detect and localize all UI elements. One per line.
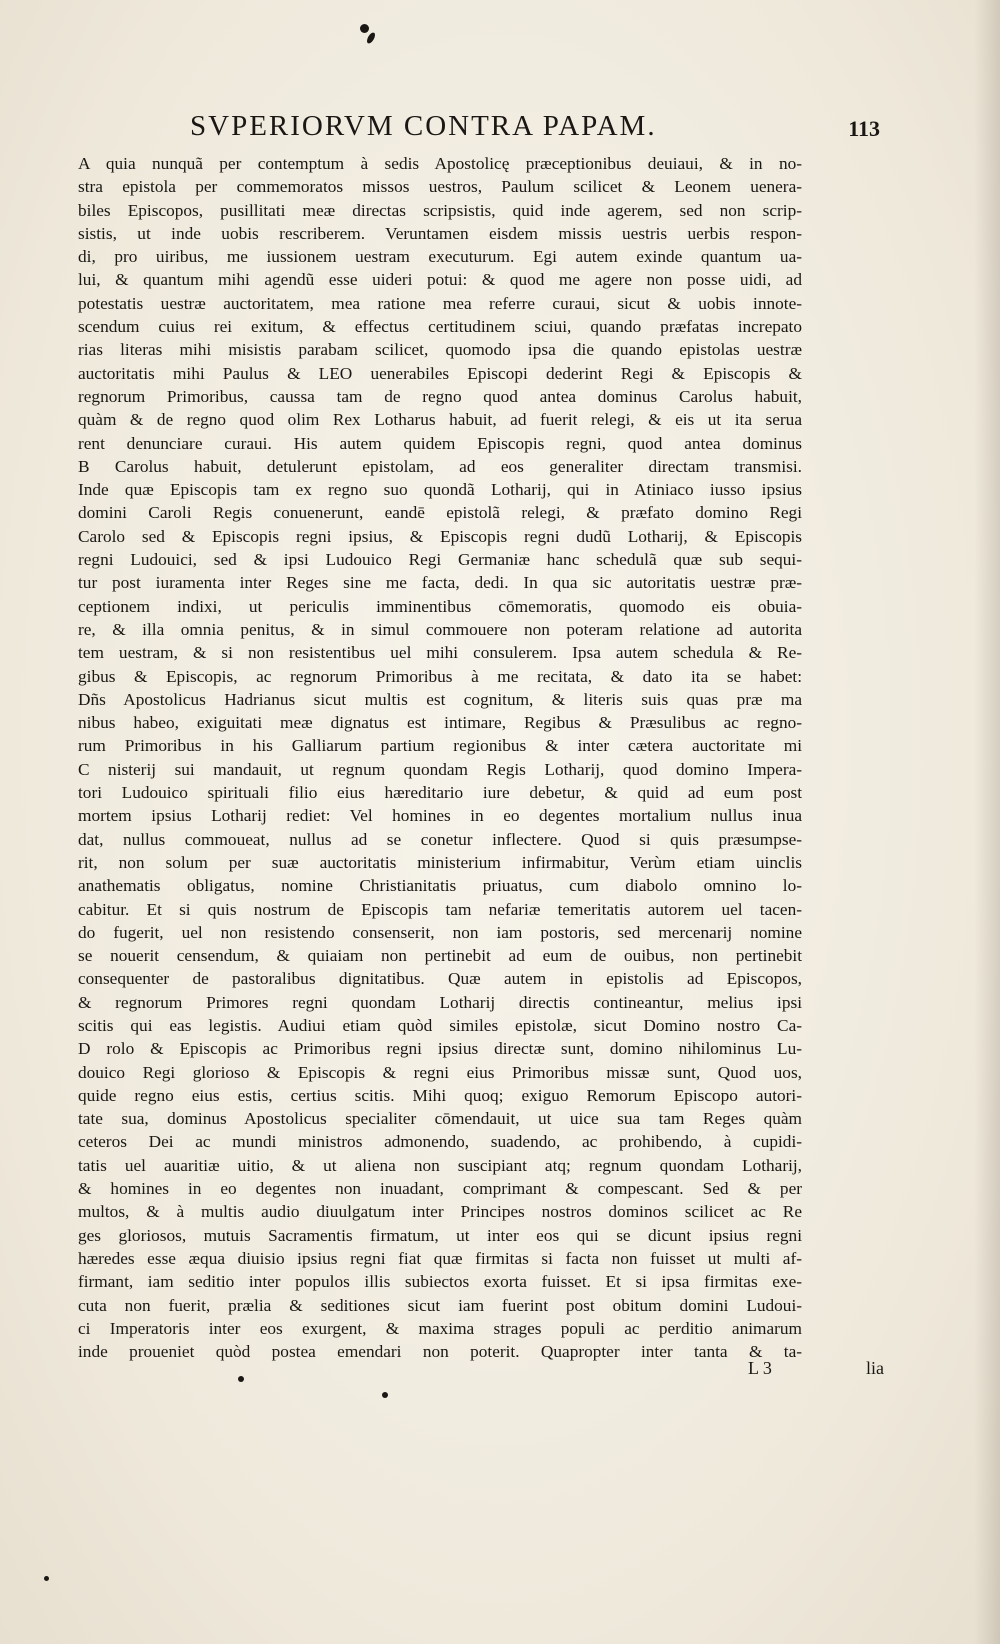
- text-line: consequenter de pastoralibus dignitatibus. Quæ autem in epistolis ad Episcopos,: [78, 969, 802, 989]
- ink-speck: [365, 31, 376, 44]
- text-line: mortem ipsius Lotharij rediet: Vel homines in eo degentes mortalium nullus inua: [78, 806, 802, 826]
- text-line: Dñs Apostolicus Hadrianus sicut multis est cognitum, & literis suis quas præ ma: [78, 689, 802, 709]
- text-line: B Carolus habuit, detulerunt epistolam, ad eos generaliter directam transmisi.: [78, 456, 802, 476]
- text-line: rum Primoribus in his Galliarum partium regionibus & inter cætera auctoritate mi: [78, 736, 802, 756]
- text-line: do fugerit, uel non resistendo consenserit, non iam postoris, sed mercenarij nomine: [78, 922, 802, 942]
- text-line: se nouerit censendum, & quiaiam non pertinebit ad eum de ouibus, non pertinebit: [78, 946, 802, 966]
- text-line: douico Regi glorioso & Episcopis & regni eius Primoribus missæ sunt, Quod uos,: [78, 1062, 802, 1082]
- text-line: rent denunciare curaui. His autem quidem Episcopis regni, quod antea dominus: [78, 433, 802, 453]
- text-line: quide regno eius estis, certius scitis. Mihi quoq; exiguo Remorum Episcopo autori-: [78, 1085, 802, 1105]
- text-line: cuta non fuerit, prælia & seditiones sicut iam fuerint post obitum domini Ludoui-: [78, 1295, 802, 1315]
- text-line: tem uestram, & si non resistentibus uel mihi consulerem. Ipsa autem schedula & Re-: [78, 643, 802, 663]
- text-line: rias literas mihi misistis parabam scilicet, quomodo ipsa die quando epistolas uestræ: [78, 340, 802, 360]
- text-line: hæredes esse æqua diuisio ipsius regni fiat quæ firmitas si facta non fuisset ut multi af-: [78, 1248, 802, 1268]
- text-line: ceptionem indixi, ut periculis imminentibus cōmemoratis, quomodo eis obuia-: [78, 596, 802, 616]
- page-edge-shadow: [974, 0, 1000, 1644]
- ink-speck: [382, 1392, 388, 1398]
- text-line: di, pro uiribus, me iussionem uestram executurum. Egi autem exinde quantum ua-: [78, 247, 802, 267]
- text-line: firmant, iam seditio inter populos illis subiectos exorta fuisset. Et si ipsa firmitas exe-: [78, 1272, 802, 1292]
- text-line: C nisterij sui mandauit, ut regnum quondam Regis Lotharij, quod domino Impera-: [78, 759, 802, 779]
- text-line: anathematis obligatus, nomine Christianitatis priuatus, cum diabolo omnino lo-: [78, 876, 802, 896]
- ink-speck: [238, 1376, 244, 1382]
- text-line: tatis uel auaritiæ uitio, & ut aliena non suscipiant atq; regnum quondam Lotharij,: [78, 1155, 802, 1175]
- text-line: cabitur. Et si quis nostrum de Episcopis tam nefariæ temeritatis autorem uel tacen-: [78, 899, 802, 919]
- text-line: & homines in eo degentes non inuadant, comprimant & compescant. Sed & per: [78, 1179, 802, 1199]
- text-line: domini Caroli Regis conuenerunt, eandē epistolã relegi, & præfato domino Regi: [78, 503, 802, 523]
- text-line: auctoritatis mihi Paulus & LEO uenerabiles Episcopi dederint Regi & Episcopis &: [78, 363, 802, 383]
- text-line: D rolo & Episcopis ac Primoribus regni ipsius directæ sunt, domino nihilominus Lu-: [78, 1039, 802, 1059]
- text-line: Inde quæ Episcopis tam ex regno suo quondã Lotharij, qui in Atiniaco iusso ipsius: [78, 480, 802, 500]
- text-line: Carolo sed & Episcopis regni ipsius, & Episcopis regni dudũ Lotharij, & Episcopis: [78, 526, 802, 546]
- text-line: inde proueniet quòd postea emendari non poterit. Quapropter inter tanta & ta-: [78, 1342, 802, 1362]
- text-line: ci Imperatoris inter eos exurgent, & maxima strages populi ac perditio animarum: [78, 1318, 802, 1338]
- text-line: regni Ludouici, sed & ipsi Ludouico Regi Germaniæ hanc schedulã quæ sub sequi-: [78, 550, 802, 570]
- text-line: stra epistola per commemoratos missos uestros, Paulum scilicet & Leonem uenera-: [78, 177, 802, 197]
- text-line: rit, non solum per suæ auctoritatis ministerium infirmabitur, Verùm etiam uinclis: [78, 852, 802, 872]
- running-head: SVPERIORVM CONTRA PAPAM.: [190, 110, 657, 142]
- ink-speck: [360, 24, 369, 33]
- text-line: ges gloriosos, mutuis Sacramentis firmatum, ut inter eos qui se dicunt ipsius regni: [78, 1225, 802, 1245]
- text-line: & regnorum Primores regni quondam Lotharij directis contineantur, melius ipsi: [78, 992, 802, 1012]
- text-line: multos, & à multis audio diuulgatum inter Principes nostros dominos scilicet ac Re: [78, 1202, 802, 1222]
- text-line: tate sua, dominus Apostolicus specialiter cōmendauit, ut uice sua tam Reges quàm: [78, 1109, 802, 1129]
- text-line: quàm & de regno quod olim Rex Lotharus habuit, ad fuerit relegi, & eis ut ita serua: [78, 410, 802, 430]
- text-line: scendum cuius rei exitum, & effectus certitudinem sciui, quando præfatas increpato: [78, 317, 802, 337]
- catchword: lia: [866, 1358, 884, 1378]
- text-line: lui, & quantum mihi agendũ esse uideri potui: & quod me agere non posse uidi, ad: [78, 270, 802, 290]
- text-line: potestatis uestræ auctoritatem, mea ratione mea referre curaui, sicut & uobis innote-: [78, 293, 802, 313]
- signature-mark: L 3: [748, 1358, 772, 1378]
- text-line: ceteros Dei ac mundi ministros admonendo, suadendo, ac prohibendo, à cupidi-: [78, 1132, 802, 1152]
- text-line: tur post iuramenta inter Reges sine me facta, dedi. In qua sic autoritatis uestræ præ-: [78, 573, 802, 593]
- folio-number: 113: [848, 116, 880, 141]
- text-line: re, & illa omnia penitus, & in simul commouere non poteram relatione ad autorita: [78, 619, 802, 639]
- body-text: [78, 152, 802, 1363]
- text-line: dat, nullus commoueat, nullus ad se conetur inflectere. Quod si quis præsumpse-: [78, 829, 802, 849]
- ink-speck: [44, 1576, 49, 1581]
- text-line: nibus habeo, exiguitati meæ dignatus est intimare, Regibus & Præsulibus ac regno-: [78, 713, 802, 733]
- text-line: scitis qui eas legistis. Audiui etiam quòd similes epistolæ, sicut Domino nostro Ca-: [78, 1015, 802, 1035]
- text-line: biles Episcopos, pusillitati meæ directas scripsistis, quid inde agerem, sed non scrip-: [78, 200, 802, 220]
- page-header: [160, 110, 880, 150]
- text-line: gibus & Episcopis, ac regnorum Primoribus à me recitata, & dato ita se habet:: [78, 666, 802, 686]
- text-line: tori Ludouico spirituali filio eius hæreditario iure debetur, & quid ad eum post: [78, 783, 802, 803]
- text-line: A quia nunquã per contemptum à sedis Apostolicę præceptionibus deuiaui, & in no-: [78, 154, 802, 173]
- text-line: sistis, ut inde uobis rescriberem. Veruntamen eisdem missis uestris uerbis respon-: [78, 223, 802, 243]
- text-line: regnorum Primoribus, caussa tam de regno quod antea dominus Carolus habuit,: [78, 386, 802, 406]
